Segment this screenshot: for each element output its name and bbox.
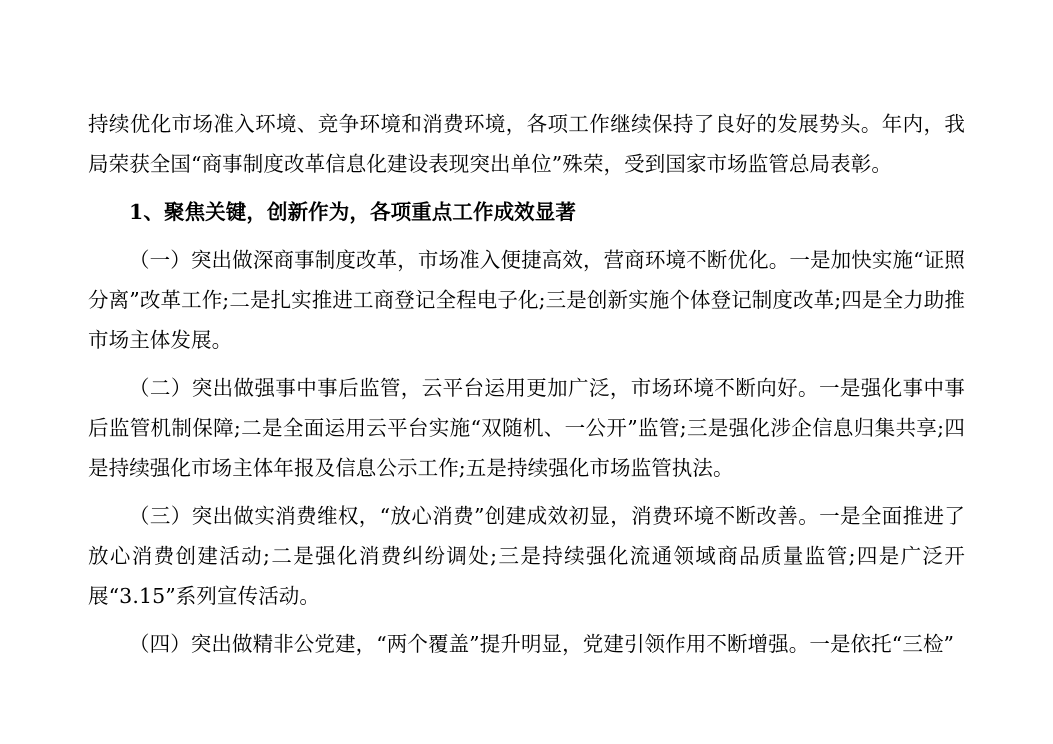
document-body [88, 104, 965, 664]
paragraph-heading-1: 1、聚焦关键，创新作为，各项重点工作成效显著 [129, 200, 576, 224]
paragraph-section-two: （二）突出做强事中事后监管，云平台运用更加广泛，市场环境不断向好。一是强化事中事后监管机制保障;二是全面运用云平台实施“双随机、一公开”监管;三是强化涉企信息归集共享;四是持续强化市场主体年报及信息公示工作;五是持续强化市场监管执法。 [88, 376, 965, 480]
paragraph-section-one: （一）突出做深商事制度改革，市场准入便捷高效，营商环境不断优化。一是加快实施“证照分离”改革工作;二是扎实推进工商登记全程电子化;三是创新实施个体登记制度改革;四是全力助推市场主体发展。 [88, 248, 965, 352]
paragraph-1: 持续优化市场准入环境、竞争环境和消费环境，各项工作继续保持了良好的发展势头。年内，我局荣获全国“商事制度改革信息化建设表现突出单位”殊荣，受到国家市场监管总局表彰。 [88, 112, 965, 176]
paragraph-section-four: （四）突出做精非公党建，“两个覆盖”提升明显，党建引领作用不断增强。一是依托“三检” [129, 632, 955, 656]
paragraph-section-three: （三）突出做实消费维权，“放心消费”创建成效初显，消费环境不断改善。一是全面推进了放心消费创建活动;二是强化消费纠纷调处;三是持续强化流通领域商品质量监管;四是广泛开展“3.15”系列宣传活动。 [88, 504, 965, 608]
